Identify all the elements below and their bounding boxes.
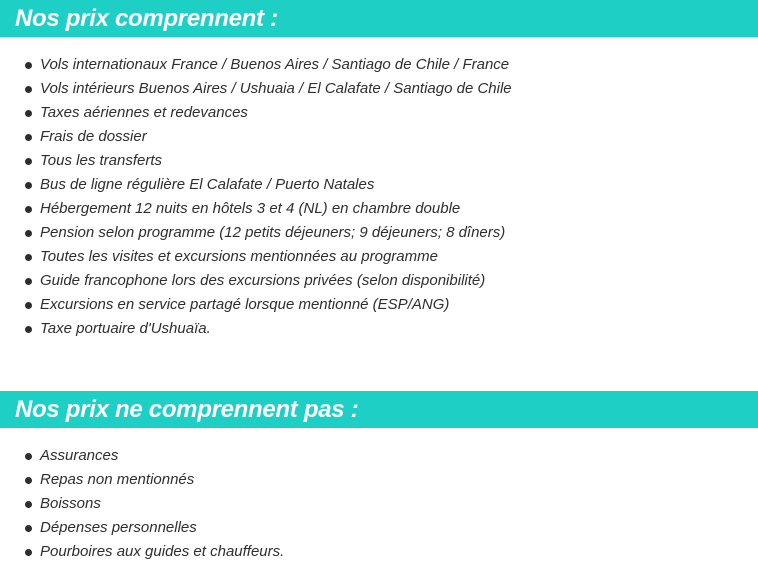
- excluded-section-title: Nos prix ne comprennent pas :: [15, 396, 359, 423]
- bullet-icon: [25, 206, 32, 213]
- bullet-icon: [25, 230, 32, 237]
- list-item-text: Vols internationaux France / Buenos Aires / Santiago de Chile / France: [40, 56, 510, 73]
- list-item: [0, 468, 284, 492]
- list-item-text: Boissons: [40, 495, 101, 512]
- bullet-icon: [25, 501, 32, 508]
- list-item-text: Pourboires aux guides et chauffeurs.: [40, 543, 285, 560]
- bullet-icon: [25, 278, 32, 285]
- included-list: [0, 53, 512, 341]
- list-item: [0, 77, 512, 101]
- list-item: [0, 293, 512, 317]
- list-item-text: Excursions en service partagé lorsque mentionné (ESP/ANG): [40, 296, 450, 313]
- list-item-text: Hébergement 12 nuits en hôtels 3 et 4 (NL) en chambre double: [40, 200, 461, 217]
- list-item-text: Tous les transferts: [40, 152, 162, 169]
- list-item: [0, 149, 512, 173]
- list-item: [0, 516, 284, 540]
- excluded-section-header: [0, 391, 758, 428]
- list-item: [0, 173, 512, 197]
- list-item: [0, 53, 512, 77]
- list-item: [0, 317, 512, 341]
- included-section-header: [0, 0, 758, 37]
- list-item: [0, 540, 284, 564]
- list-item-text: Bus de ligne régulière El Calafate / Puerto Natales: [40, 176, 375, 193]
- list-item-text: Taxes aériennes et redevances: [40, 104, 248, 121]
- list-item-text: Pension selon programme (12 petits déjeuners; 9 déjeuners; 8 dîners): [40, 224, 506, 241]
- list-item: [0, 197, 512, 221]
- list-item: [0, 245, 512, 269]
- list-item: [0, 221, 512, 245]
- bullet-icon: [25, 158, 32, 165]
- bullet-icon: [25, 326, 32, 333]
- bullet-icon: [25, 134, 32, 141]
- bullet-icon: [25, 453, 32, 460]
- bullet-icon: [25, 254, 32, 261]
- list-item-text: Repas non mentionnés: [40, 471, 195, 488]
- list-item: [0, 101, 512, 125]
- bullet-icon: [25, 62, 32, 69]
- list-item-text: Vols intérieurs Buenos Aires / Ushuaia / El Calafate / Santiago de Chile: [40, 80, 512, 97]
- list-item-text: Guide francophone lors des excursions privées (selon disponibilité): [40, 272, 486, 289]
- list-item-text: Dépenses personnelles: [40, 519, 197, 536]
- bullet-icon: [25, 110, 32, 117]
- excluded-list: [0, 444, 284, 564]
- list-item: [0, 492, 284, 516]
- bullet-icon: [25, 477, 32, 484]
- list-item-text: Toutes les visites et excursions mentionnées au programme: [40, 248, 438, 265]
- list-item-text: Frais de dossier: [40, 128, 147, 145]
- bullet-icon: [25, 182, 32, 189]
- bullet-icon: [25, 525, 32, 532]
- list-item-text: Assurances: [40, 447, 119, 464]
- bullet-icon: [25, 86, 32, 93]
- bullet-icon: [25, 549, 32, 556]
- list-item: [0, 444, 284, 468]
- included-section-title: Nos prix comprennent :: [15, 5, 278, 32]
- list-item-text: Taxe portuaire d'Ushuaïa.: [40, 320, 211, 337]
- list-item: [0, 269, 512, 293]
- bullet-icon: [25, 302, 32, 309]
- list-item: [0, 125, 512, 149]
